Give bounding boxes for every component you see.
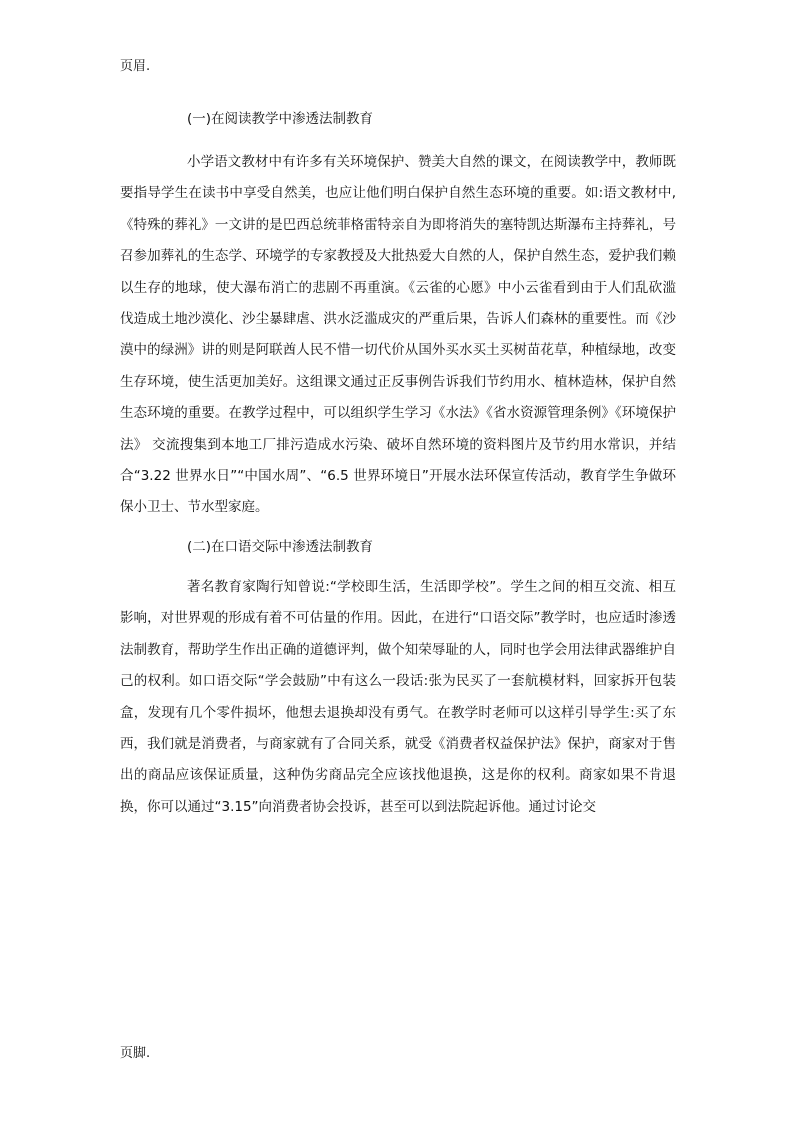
document-body bbox=[120, 104, 676, 823]
page-header: 页眉. bbox=[120, 59, 151, 74]
page-footer: 页脚. bbox=[120, 1046, 151, 1061]
paragraph-oral: 著名教育家陶行知曾说:“学校即生活，生活即学校”。学生之间的相互交流、相互影响，对世界观的形成有着不可估量的作用。因此，在进行“口语交际”教学时，也应适时渗透法制教育，帮助学生作出正确的道德评判，做个知荣辱耻的人，同时也学会用法律武器维护自己的权利。如口语交际“学会鼓励”中有这么一段话:张为民买了一套航模材料，回家拆开包装盒，发现有几个零件损坏，他想去退换却没有勇气。在教学时老师可以这样引导学生:买了东西，我们就是消费者，与商家就有了合同关系，就受《消费者权益保护法》保护，商家对于售出的商品应该保证质量，这种伪劣商品完全应该找他退换，这是你的权利。商家如果不肯退换，你可以通过“3.15”向消费者协会投诉，甚至可以到法院起诉他。通过讨论交 bbox=[120, 578, 676, 815]
section-heading-oral: (二)在口语交际中渗透法制教育 bbox=[187, 538, 374, 555]
section-heading-reading: (一)在阅读教学中渗透法制教育 bbox=[187, 111, 374, 127]
paragraph-reading: 小学语文教材中有许多有关环境保护、赞美大自然的课文，在阅读教学中，教师既要指导学生在读书中享受自然美，也应让他们明白保护自然生态环境的重要。如:语文教材中,《特殊的葬礼》一文讲的是巴西总统菲格雷特亲自为即将消失的塞特凯达斯瀑布主持葬礼，号召参加葬礼的生态学、环境学的专家教授及大批热爱大自然的人，保护自然生态，爱护我们赖以生存的地球，使大瀑布消亡的悲剧不再重演。《云雀的心愿》中小云雀看到由于人们乱砍滥伐造成土地沙漠化、沙尘暴肆虐、洪水泛滥成灾的严重后果，告诉人们森林的重要性。而《沙漠中的绿洲》讲的则是阿联酋人民不惜一切代价从国外买水买土买树苗花草，种植绿地，改变生存环境，使生活更加美好。这组课文通过正反事例告诉我们节约用水、植林造林，保护自然生态环境的重要。在教学过程中，可以组织学生学习《水法》《省水资源管理条例》《环境保护法》 交流搜集到本地工厂排污造成水污染、破坏自然环境的资料图片及节约用水常识，并结合“3.22 世界水日”“中国水周”、“6.5 世界环境日”开展水法环保宣传活动，教育学生争做环保小卫士、节水型家庭。 bbox=[120, 154, 676, 516]
